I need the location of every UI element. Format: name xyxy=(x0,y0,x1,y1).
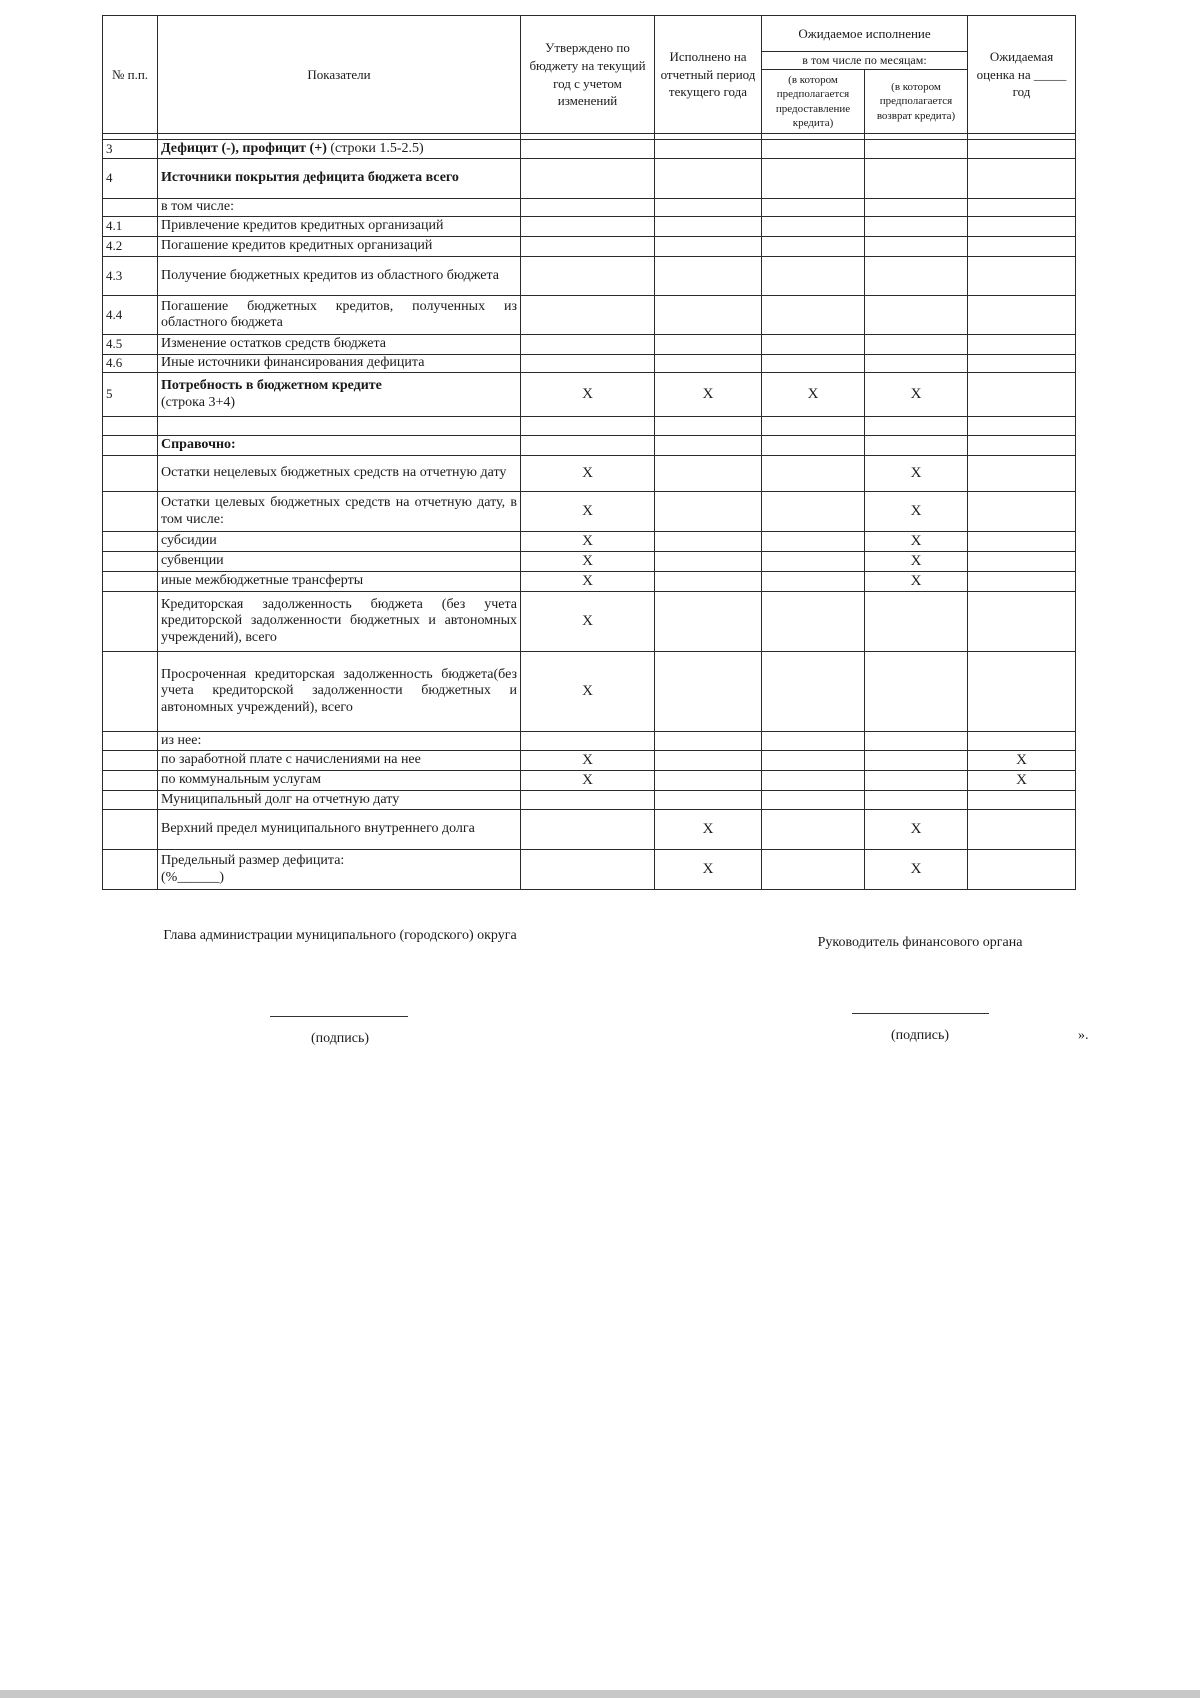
value-cell xyxy=(762,159,865,199)
value-cell xyxy=(865,355,968,373)
value-cell xyxy=(968,296,1076,335)
value-cell xyxy=(968,159,1076,199)
table-row xyxy=(103,592,1076,652)
value-cell xyxy=(521,732,655,751)
value-cell xyxy=(521,335,655,355)
value-cell xyxy=(762,552,865,572)
header-estimate: Ожидаемая оценка на _____ год xyxy=(968,16,1076,134)
row-number xyxy=(103,592,158,652)
row-number xyxy=(103,652,158,732)
value-cell xyxy=(968,552,1076,572)
row-indicator xyxy=(158,572,521,592)
value-cell xyxy=(968,237,1076,257)
value-cell xyxy=(968,355,1076,373)
value-cell xyxy=(655,592,762,652)
indicator-label: субвенции xyxy=(161,553,224,569)
value-cell xyxy=(521,199,655,217)
row-number xyxy=(103,732,158,751)
indicator-label: Погашение бюджетных кредитов, полученных из областного бюджета xyxy=(161,298,517,330)
row-indicator xyxy=(158,335,521,355)
value-cell xyxy=(762,492,865,532)
value-cell xyxy=(762,456,865,492)
value-cell xyxy=(762,237,865,257)
row-number: 3 xyxy=(103,140,158,159)
row-indicator xyxy=(158,296,521,335)
value-cell: X xyxy=(521,552,655,572)
row-indicator xyxy=(158,850,521,890)
value-cell: X xyxy=(521,373,655,417)
header-indicator: Показатели xyxy=(158,16,521,134)
indicator-label: по коммунальным услугам xyxy=(161,772,322,788)
row-number xyxy=(103,417,158,436)
indicator-label: в том числе: xyxy=(161,199,234,215)
scan-bottom-edge xyxy=(0,1690,1200,1698)
row-indicator xyxy=(158,417,521,436)
value-cell xyxy=(762,436,865,456)
value-cell xyxy=(865,217,968,237)
value-cell xyxy=(762,572,865,592)
row-indicator xyxy=(158,355,521,373)
value-cell xyxy=(762,296,865,335)
table-row xyxy=(103,140,1076,159)
indicator-label: Погашение кредитов кредитных организаций xyxy=(161,238,433,254)
value-cell: X xyxy=(865,552,968,572)
table-row xyxy=(103,572,1076,592)
row-indicator xyxy=(158,771,521,791)
value-cell xyxy=(968,652,1076,732)
value-cell xyxy=(865,237,968,257)
budget-table xyxy=(102,15,1076,890)
row-indicator xyxy=(158,237,521,257)
value-cell xyxy=(762,850,865,890)
row-indicator xyxy=(158,492,521,532)
value-cell xyxy=(968,791,1076,810)
value-cell xyxy=(762,791,865,810)
header-by-months: в том числе по месяцам: xyxy=(762,52,968,70)
value-cell xyxy=(865,199,968,217)
table-row xyxy=(103,159,1076,199)
right-signature-line xyxy=(852,1013,989,1014)
indicator-note: (строки 1.5-2.5) xyxy=(326,140,424,156)
value-cell xyxy=(655,732,762,751)
left-signatory-title: Глава администрации муниципального (городского) округа xyxy=(163,928,517,943)
value-cell: X xyxy=(865,492,968,532)
table-row xyxy=(103,652,1076,732)
value-cell: X xyxy=(865,456,968,492)
value-cell xyxy=(521,140,655,159)
table-row xyxy=(103,373,1076,417)
header-expected: Ожидаемое исполнение xyxy=(762,16,968,52)
value-cell xyxy=(655,572,762,592)
table-row xyxy=(103,732,1076,751)
table-row xyxy=(103,791,1076,810)
table-row xyxy=(103,492,1076,532)
value-cell xyxy=(655,417,762,436)
row-number: 4.4 xyxy=(103,296,158,335)
value-cell xyxy=(655,552,762,572)
row-indicator xyxy=(158,217,521,237)
value-cell xyxy=(865,436,968,456)
value-cell: X xyxy=(968,751,1076,771)
value-cell xyxy=(655,456,762,492)
row-indicator xyxy=(158,791,521,810)
indicator-label: субсидии xyxy=(161,533,217,549)
value-cell xyxy=(968,810,1076,850)
value-cell xyxy=(865,257,968,296)
value-cell xyxy=(865,592,968,652)
value-cell xyxy=(521,791,655,810)
value-cell xyxy=(762,199,865,217)
row-number xyxy=(103,456,158,492)
table-header xyxy=(103,16,1076,140)
value-cell xyxy=(968,492,1076,532)
value-cell xyxy=(762,335,865,355)
row-indicator xyxy=(158,159,521,199)
row-indicator xyxy=(158,436,521,456)
value-cell xyxy=(762,751,865,771)
indicator-label: Муниципальный долг на отчетную дату xyxy=(161,791,400,807)
table-row xyxy=(103,257,1076,296)
value-cell: X xyxy=(865,373,968,417)
value-cell xyxy=(521,296,655,335)
row-indicator xyxy=(158,532,521,552)
value-cell: X xyxy=(655,373,762,417)
value-cell: X xyxy=(655,850,762,890)
row-number xyxy=(103,771,158,791)
table-row xyxy=(103,771,1076,791)
table-row xyxy=(103,436,1076,456)
value-cell xyxy=(655,217,762,237)
header-approved: Утверждено по бюджету на текущий год с учетом изменений xyxy=(521,16,655,134)
header-credit-return: (в котором предполагается возврат кредита) xyxy=(865,70,968,134)
value-cell: X xyxy=(521,492,655,532)
value-cell xyxy=(865,140,968,159)
row-number xyxy=(103,572,158,592)
row-indicator xyxy=(158,732,521,751)
value-cell xyxy=(968,373,1076,417)
table-body xyxy=(103,140,1076,890)
value-cell xyxy=(762,217,865,237)
value-cell: X xyxy=(521,592,655,652)
value-cell xyxy=(655,355,762,373)
row-number: 4.5 xyxy=(103,335,158,355)
value-cell xyxy=(762,771,865,791)
row-number: 4.1 xyxy=(103,217,158,237)
value-cell xyxy=(968,532,1076,552)
row-number xyxy=(103,791,158,810)
indicator-label: Справочно: xyxy=(161,437,236,453)
value-cell: X xyxy=(865,850,968,890)
value-cell xyxy=(655,199,762,217)
row-indicator xyxy=(158,751,521,771)
value-cell xyxy=(865,417,968,436)
indicator-label: Получение бюджетных кредитов из областного бюджета xyxy=(161,267,499,283)
value-cell xyxy=(655,436,762,456)
value-cell xyxy=(865,335,968,355)
row-indicator xyxy=(158,199,521,217)
left-signature-line xyxy=(270,1016,408,1017)
row-number: 5 xyxy=(103,373,158,417)
row-number xyxy=(103,810,158,850)
value-cell xyxy=(762,532,865,552)
value-cell xyxy=(968,217,1076,237)
value-cell xyxy=(865,791,968,810)
indicator-label: Кредиторская задолженность бюджета (без учета кредиторской задолженности бюджетных и автономных учреждений), всего xyxy=(161,597,517,645)
value-cell xyxy=(521,417,655,436)
row-indicator xyxy=(158,652,521,732)
value-cell xyxy=(521,436,655,456)
value-cell xyxy=(968,436,1076,456)
value-cell: X xyxy=(968,771,1076,791)
row-indicator xyxy=(158,810,521,850)
indicator-label: Потребность в бюджетном кредите xyxy=(161,378,382,394)
table-row xyxy=(103,335,1076,355)
value-cell xyxy=(865,771,968,791)
value-cell xyxy=(655,335,762,355)
table-row xyxy=(103,417,1076,436)
value-cell: X xyxy=(865,572,968,592)
value-cell xyxy=(968,335,1076,355)
value-cell xyxy=(655,159,762,199)
value-cell xyxy=(655,652,762,732)
value-cell xyxy=(968,140,1076,159)
value-cell xyxy=(968,199,1076,217)
value-cell xyxy=(865,751,968,771)
row-number: 4.6 xyxy=(103,355,158,373)
value-cell xyxy=(655,257,762,296)
indicator-label: Остатки целевых бюджетных средств на отчетную дату, в том числе: xyxy=(161,495,517,527)
indicator-label: из нее: xyxy=(161,732,202,748)
closing-quote-mark: ». xyxy=(1078,1028,1089,1043)
value-cell: X xyxy=(655,810,762,850)
value-cell xyxy=(521,850,655,890)
value-cell xyxy=(655,140,762,159)
value-cell xyxy=(865,159,968,199)
row-number xyxy=(103,751,158,771)
value-cell xyxy=(655,296,762,335)
value-cell xyxy=(865,732,968,751)
value-cell xyxy=(655,237,762,257)
right-signature-caption: (подпись) xyxy=(890,1028,950,1043)
value-cell xyxy=(521,237,655,257)
value-cell: X xyxy=(521,572,655,592)
value-cell xyxy=(655,791,762,810)
table-row xyxy=(103,199,1076,217)
value-cell xyxy=(521,217,655,237)
value-cell xyxy=(762,810,865,850)
row-number: 4.2 xyxy=(103,237,158,257)
indicator-label: Верхний предел муниципального внутреннего долга xyxy=(161,821,475,837)
left-signature-caption: (подпись) xyxy=(310,1031,370,1046)
value-cell xyxy=(655,492,762,532)
table-row xyxy=(103,850,1076,890)
value-cell xyxy=(521,810,655,850)
table-row xyxy=(103,296,1076,335)
row-number xyxy=(103,850,158,890)
value-cell xyxy=(968,257,1076,296)
row-indicator xyxy=(158,140,521,159)
value-cell xyxy=(865,652,968,732)
row-indicator xyxy=(158,456,521,492)
table-row xyxy=(103,552,1076,572)
row-number: 4 xyxy=(103,159,158,199)
value-cell: X xyxy=(865,532,968,552)
indicator-label: Привлечение кредитов кредитных организаций xyxy=(161,218,444,234)
indicator-label: иные межбюджетные трансферты xyxy=(161,573,364,589)
value-cell xyxy=(865,296,968,335)
value-cell: X xyxy=(521,532,655,552)
table-row xyxy=(103,217,1076,237)
indicator-label: Иные источники финансирования дефицита xyxy=(161,355,425,371)
table-row xyxy=(103,532,1076,552)
row-number: 4.3 xyxy=(103,257,158,296)
header-num: № п.п. xyxy=(103,16,158,134)
header-executed: Исполнено на отчетный период текущего года xyxy=(655,16,762,134)
row-number xyxy=(103,532,158,552)
value-cell: X xyxy=(762,373,865,417)
value-cell xyxy=(521,355,655,373)
row-indicator xyxy=(158,373,521,417)
value-cell xyxy=(762,355,865,373)
indicator-label: Остатки нецелевых бюджетных средств на отчетную дату xyxy=(161,465,507,481)
row-indicator xyxy=(158,592,521,652)
value-cell: X xyxy=(521,751,655,771)
indicator-label: Предельный размер дефицита: xyxy=(161,853,345,869)
row-number xyxy=(103,436,158,456)
indicator-note: (строка 3+4) xyxy=(161,394,236,410)
indicator-label: Изменение остатков средств бюджета xyxy=(161,336,386,352)
value-cell xyxy=(655,751,762,771)
value-cell xyxy=(762,140,865,159)
row-number xyxy=(103,552,158,572)
value-cell xyxy=(655,771,762,791)
indicator-label: по заработной плате с начислениями на нее xyxy=(161,752,421,768)
value-cell: X xyxy=(521,771,655,791)
table-row xyxy=(103,751,1076,771)
value-cell: X xyxy=(865,810,968,850)
indicator-label: Просроченная кредиторская задолженность бюджета(без учета кредиторской задолженности бюджетных и автономных учреждений), всего xyxy=(161,667,517,715)
row-number xyxy=(103,199,158,217)
value-cell xyxy=(521,159,655,199)
value-cell xyxy=(762,732,865,751)
table-row xyxy=(103,237,1076,257)
value-cell xyxy=(762,652,865,732)
row-number xyxy=(103,492,158,532)
value-cell xyxy=(968,732,1076,751)
value-cell xyxy=(655,532,762,552)
value-cell xyxy=(762,417,865,436)
value-cell xyxy=(762,592,865,652)
indicator-note: (%______) xyxy=(161,869,224,885)
header-credit-given: (в котором предполагается предоставление кредита) xyxy=(762,70,865,134)
value-cell xyxy=(968,572,1076,592)
right-signatory-title: Руководитель финансового органа xyxy=(817,935,1023,950)
table-row xyxy=(103,456,1076,492)
row-indicator xyxy=(158,552,521,572)
row-indicator xyxy=(158,257,521,296)
value-cell: X xyxy=(521,652,655,732)
indicator-label: Источники покрытия дефицита бюджета всего xyxy=(161,170,459,186)
indicator-label: Дефицит (-), профицит (+) xyxy=(161,140,327,156)
table-row xyxy=(103,355,1076,373)
value-cell xyxy=(762,257,865,296)
value-cell xyxy=(968,417,1076,436)
value-cell: X xyxy=(521,456,655,492)
value-cell xyxy=(968,592,1076,652)
value-cell xyxy=(521,257,655,296)
value-cell xyxy=(968,456,1076,492)
value-cell xyxy=(968,850,1076,890)
table-row xyxy=(103,810,1076,850)
